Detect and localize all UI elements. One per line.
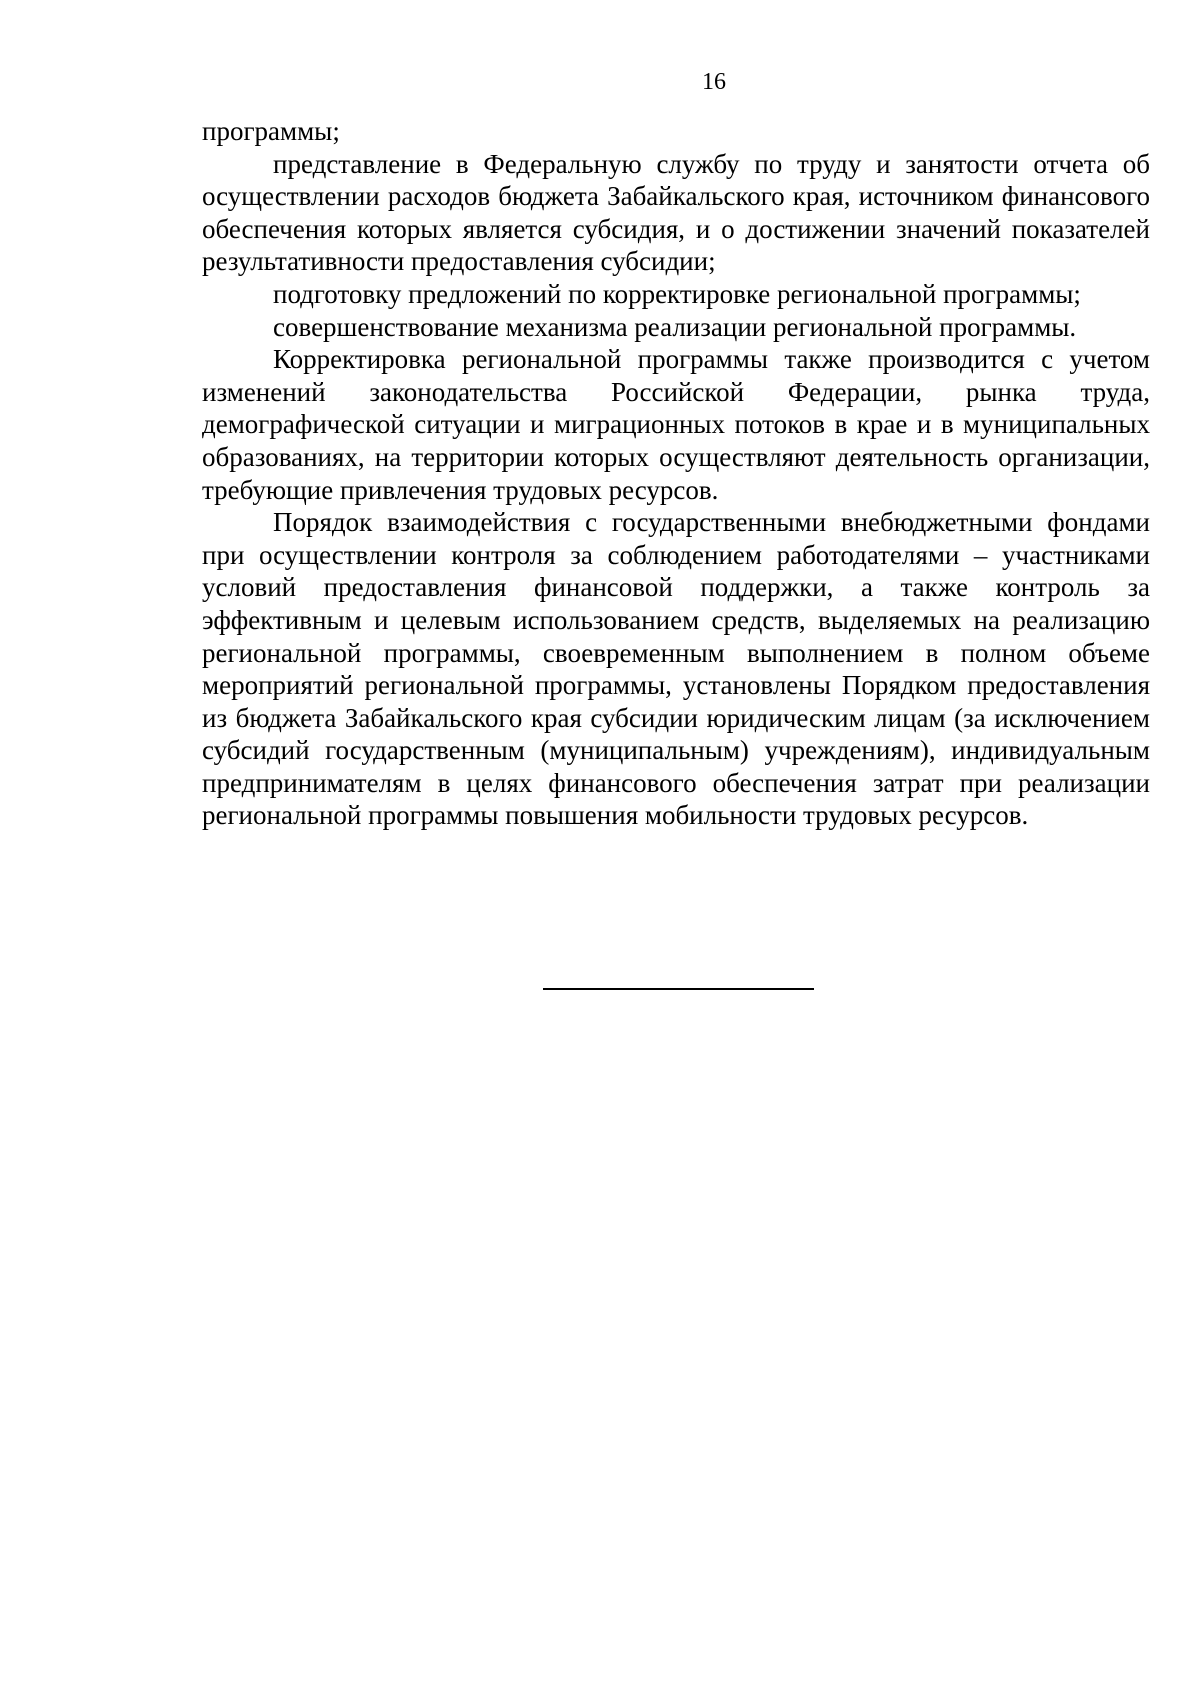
paragraph-interaction-procedure: Порядок взаимодействия с государственными внебюджетными фондами при осуществлении контроля за соблюдением работодателями – участниками условий предоставления финансовой поддержки, а также контроль за эффективным и целевым использованием средств, выделяемых на реализацию региональной программы, своевременным выполнением в полном объеме мероприятий региональной программы, установлены Порядком предоставления из бюджета Забайкальского края субсидии юридическим лицам (за исключением субсидий государственным (муниципальным) учреждениям), индивидуальным предпринимателям в целях финансового обеспечения затрат при реализации региональной программы повышения мобильности трудовых ресурсов. (202, 507, 1150, 831)
document-body (202, 115, 1150, 832)
paragraph-report-submission: представление в Федеральную службу по труду и занятости отчета об осуществлении расходов бюджета Забайкальского края, источником финансового обеспечения которых является субсидия, и о достижении значений показателей результативности предоставления субсидии; (202, 148, 1150, 277)
page-number: 16 (702, 69, 726, 95)
paragraph-program-correction-proposals: подготовку предложений по корректировке региональной программы; (273, 278, 1081, 309)
paragraph-mechanism-improvement: совершенствование механизма реализации региональной программы. (273, 311, 1077, 342)
paragraph-continuation: программы; (202, 116, 340, 146)
end-of-document-rule (543, 988, 814, 990)
paragraph-program-correction: Корректировка региональной программы также производится с учетом изменений законодательства Российской Федерации, рынка труда, демографической ситуации и миграционных потоков в крае и в муниципальных образованиях, на территории которых осуществляют деятельность организации, требующие привлечения трудовых ресурсов. (202, 344, 1150, 505)
